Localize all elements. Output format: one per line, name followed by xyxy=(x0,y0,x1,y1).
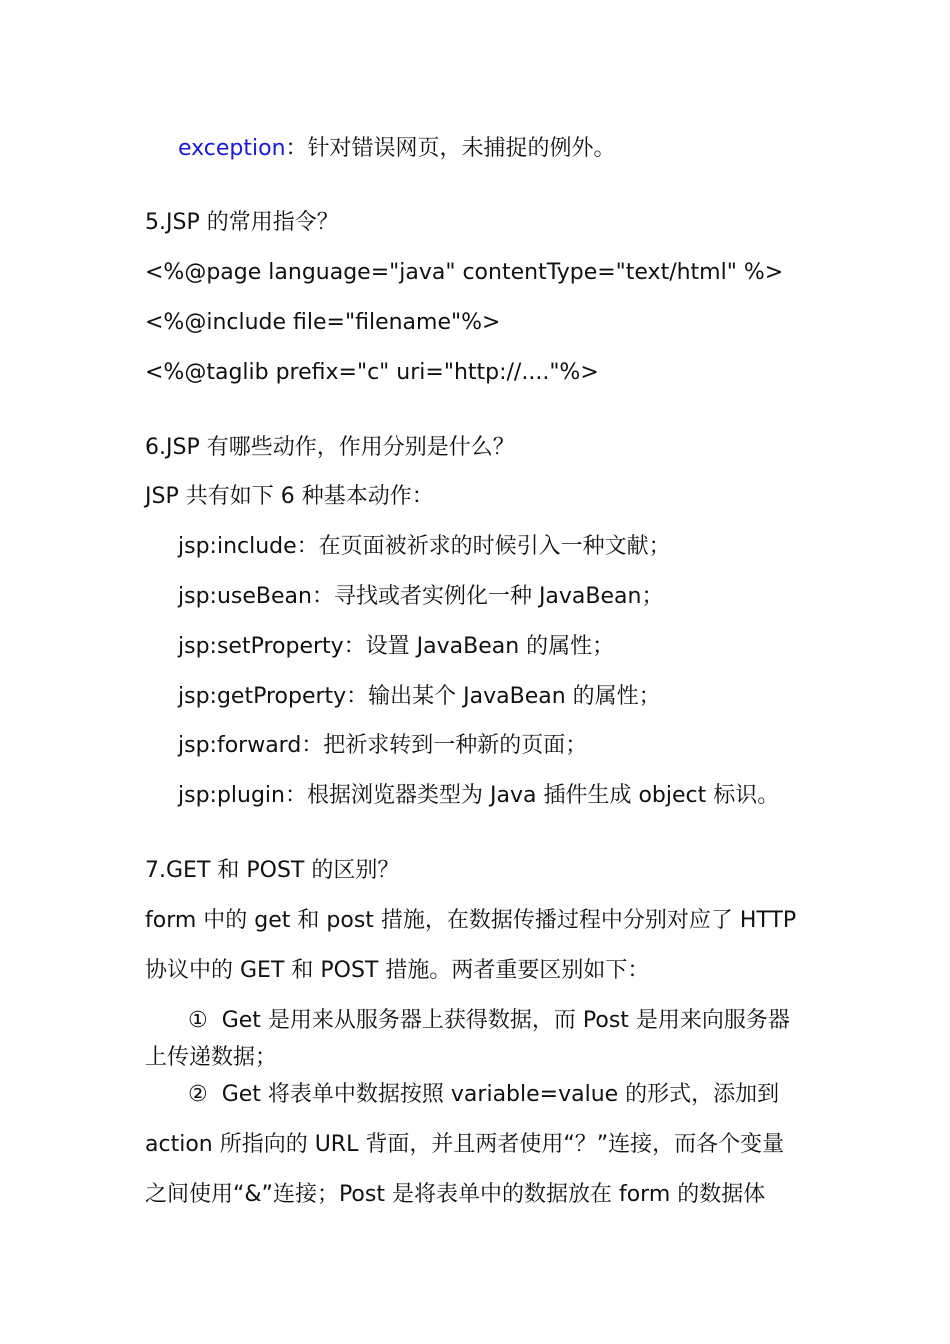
directive-include: <%@include file="filename"%> xyxy=(145,310,501,335)
exception-line xyxy=(178,134,616,164)
question-6-intro: JSP 共有如下 6 种基本动作： xyxy=(145,484,434,509)
exception-description: ：针对错误网页，未捕捉的例外。 xyxy=(285,136,616,161)
list-item-1-line-1: ① Get 是用来从服务器上获得数据，而 Post 是用来向服务器 xyxy=(188,1008,790,1033)
action-getproperty: jsp:getProperty：输出某个 JavaBean 的属性； xyxy=(178,684,661,709)
list-item-1-line-2: 上传递数据； xyxy=(145,1045,278,1070)
question-7-paragraph-line-2: 协议中的 GET 和 POST 措施。两者重要区别如下： xyxy=(145,958,650,983)
action-usebean: jsp:useBean：寻找或者实例化一种 JavaBean； xyxy=(178,584,664,609)
action-forward: jsp:forward：把祈求转到一种新的页面； xyxy=(178,733,588,758)
question-6-heading: 6.JSP 有哪些动作，作用分别是什么？ xyxy=(145,435,515,460)
list-item-2-line-3: 之间使用“&”连接；Post 是将表单中的数据放在 form 的数据体 xyxy=(145,1182,766,1207)
question-5-heading: 5.JSP 的常用指令？ xyxy=(145,210,339,235)
list-item-2-line-1: ② Get 将表单中数据按照 variable=value 的形式，添加到 xyxy=(188,1082,780,1107)
action-plugin: jsp:plugin：根据浏览器类型为 Java 插件生成 object 标识。 xyxy=(178,783,780,808)
question-7-heading: 7.GET 和 POST 的区别？ xyxy=(145,858,400,883)
directive-page: <%@page language="java" contentType="text/html" %> xyxy=(145,260,784,285)
question-7-paragraph-line-1: form 中的 get 和 post 措施，在数据传播过程中分别对应了 HTTP xyxy=(145,908,797,933)
action-include: jsp:include：在页面被祈求的时候引入一种文献； xyxy=(178,534,671,559)
list-item-2-line-2: action 所指向的 URL 背面，并且两者使用“？”连接，而各个变量 xyxy=(145,1132,785,1157)
exception-term: exception xyxy=(178,136,286,161)
directive-taglib: <%@taglib prefix="c" uri="http://...."%> xyxy=(145,360,599,385)
action-setproperty: jsp:setProperty：设置 JavaBean 的属性； xyxy=(178,634,615,659)
